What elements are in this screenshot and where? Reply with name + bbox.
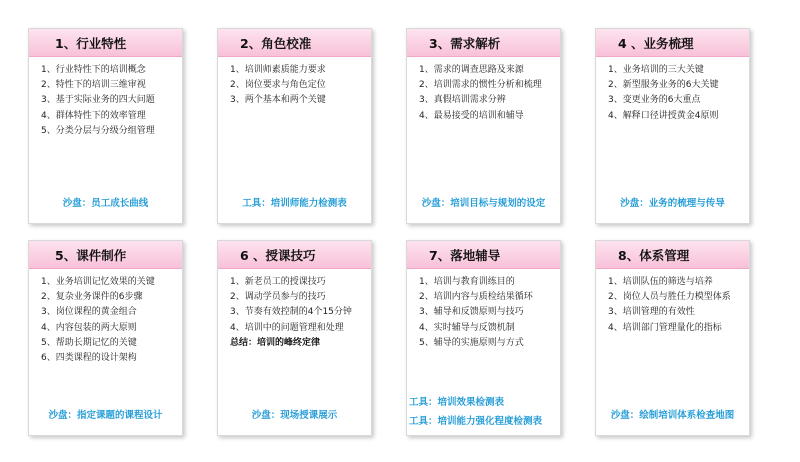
list-item: 4、最易接受的培训和辅导: [419, 110, 524, 121]
topic-list: [596, 57, 749, 124]
list-item: 1、新老员工的授课技巧: [230, 277, 326, 287]
list-item: 2、岗位要求与角色定位: [230, 80, 326, 91]
card-header: [596, 241, 749, 269]
list-item: 1、培训队伍的筛选与培养: [608, 277, 713, 287]
topic-list: [596, 269, 749, 336]
card-header: [407, 241, 560, 269]
list-item: 2、调动学员参与的技巧: [230, 292, 326, 303]
list-item: 4、解释口径讲授黄金4原则: [608, 110, 719, 121]
card-footer: [218, 194, 371, 213]
list-item: 4、内容包装的两大原则: [41, 322, 137, 333]
card-title: 2、角色校准: [240, 35, 312, 51]
list-item: 1、行业特性下的培训概念: [41, 65, 146, 75]
exercise-label: 沙盘：员工成长曲线: [62, 198, 149, 209]
module-card-coaching: [406, 240, 561, 436]
tool-label: 工具：培训师能力检测表: [242, 198, 347, 209]
list-item: 1、培训与教育训练目的: [419, 277, 515, 287]
tool-label: 工具：培训效果检测表: [409, 397, 505, 408]
card-footer: [218, 406, 371, 425]
list-item: 3、基于实际业务的四大问题: [41, 95, 155, 106]
list-item: 4、培训部门管理量化的指标: [608, 322, 722, 333]
list-item: 2、岗位人员与胜任力模型体系: [608, 292, 731, 303]
card-header: [596, 29, 749, 57]
list-item: 2、新型服务业务的6大关键: [608, 80, 719, 91]
card-title: 6 、授课技巧: [240, 247, 316, 263]
module-card-teaching: [217, 240, 372, 436]
module-card-courseware: [28, 240, 183, 436]
module-card-role: [217, 28, 372, 224]
exercise-label: 沙盘：现场授课展示: [251, 410, 338, 421]
list-item: 2、复杂业务课件的6步骤: [41, 292, 143, 303]
module-card-needs: [406, 28, 561, 224]
exercise-label: 沙盘：指定课题的课程设计: [48, 410, 163, 421]
list-item: 3、变更业务的6大重点: [608, 95, 701, 106]
list-item: 1、需求的调查思路及来源: [419, 65, 524, 75]
topic-list: [407, 269, 560, 351]
card-title: 7、落地辅导: [429, 247, 501, 263]
card-header: [29, 241, 182, 269]
card-footer: [407, 393, 560, 431]
topic-list: [29, 269, 182, 366]
module-card-business: [595, 28, 750, 224]
summary-text: 总结：培训的峰终定律: [230, 337, 321, 348]
card-footer: [596, 194, 749, 213]
card-footer: [29, 194, 182, 213]
exercise-label: 沙盘：业务的梳理与传导: [620, 198, 725, 209]
topic-list: [218, 269, 371, 336]
topic-list: [29, 57, 182, 139]
list-item: 3、真假培训需求分辨: [419, 95, 506, 106]
list-item: 5、帮助长期记忆的关键: [41, 337, 137, 348]
card-header: [407, 29, 560, 57]
list-item: 3、岗位课程的黄金组合: [41, 307, 137, 318]
list-item: 2、特性下的培训三维审视: [41, 80, 146, 91]
list-item: 4、实时辅导与反馈机制: [419, 322, 515, 333]
exercise-label: 沙盘：绘制培训体系检查地图: [610, 410, 735, 421]
card-title: 5、课件制作: [55, 247, 127, 263]
list-item: 4、群体特性下的效率管理: [41, 110, 146, 121]
list-item: 3、两个基本和两个关键: [230, 95, 326, 106]
module-card-industry: [28, 28, 183, 224]
list-item: 1、业务培训的三大关键: [608, 65, 704, 75]
list-item: 3、培训管理的有效性: [608, 307, 695, 318]
list-item: 5、辅导的实施原则与方式: [419, 337, 524, 348]
list-item: 3、节奏有效控制的4个15分钟: [230, 307, 352, 318]
card-footer: [407, 194, 560, 213]
card-title: 3、需求解析: [429, 35, 501, 51]
card-header: [218, 29, 371, 57]
list-item: 2、培训需求的惯性分析和梳理: [419, 80, 542, 91]
module-card-system: [595, 240, 750, 436]
card-header: [218, 241, 371, 269]
topic-list: [218, 57, 371, 109]
card-title: 4 、业务梳理: [618, 35, 694, 51]
list-item: 2、培训内容与质检结果循环: [419, 292, 533, 303]
card-header: [29, 29, 182, 57]
exercise-label: 沙盘：培训目标与规划的设定: [421, 198, 546, 209]
tool-label: 工具：培训能力强化程度检测表: [409, 416, 543, 427]
card-footer: [29, 406, 182, 425]
list-item: 6、四类课程的设计架构: [41, 353, 137, 364]
list-item: 4、培训中的问题管理和处理: [230, 322, 344, 333]
list-item: 1、培训师素质能力要求: [230, 65, 326, 75]
list-item: 5、分类分层与分级分组管理: [41, 125, 155, 136]
list-item: 1、业务培训记忆效果的关键: [41, 277, 155, 287]
list-item: 3、辅导和反馈原则与技巧: [419, 307, 524, 318]
card-title: 1、行业特性: [55, 35, 127, 51]
card-title: 8、体系管理: [618, 247, 690, 263]
card-footer: [596, 406, 749, 425]
topic-list: [407, 57, 560, 124]
